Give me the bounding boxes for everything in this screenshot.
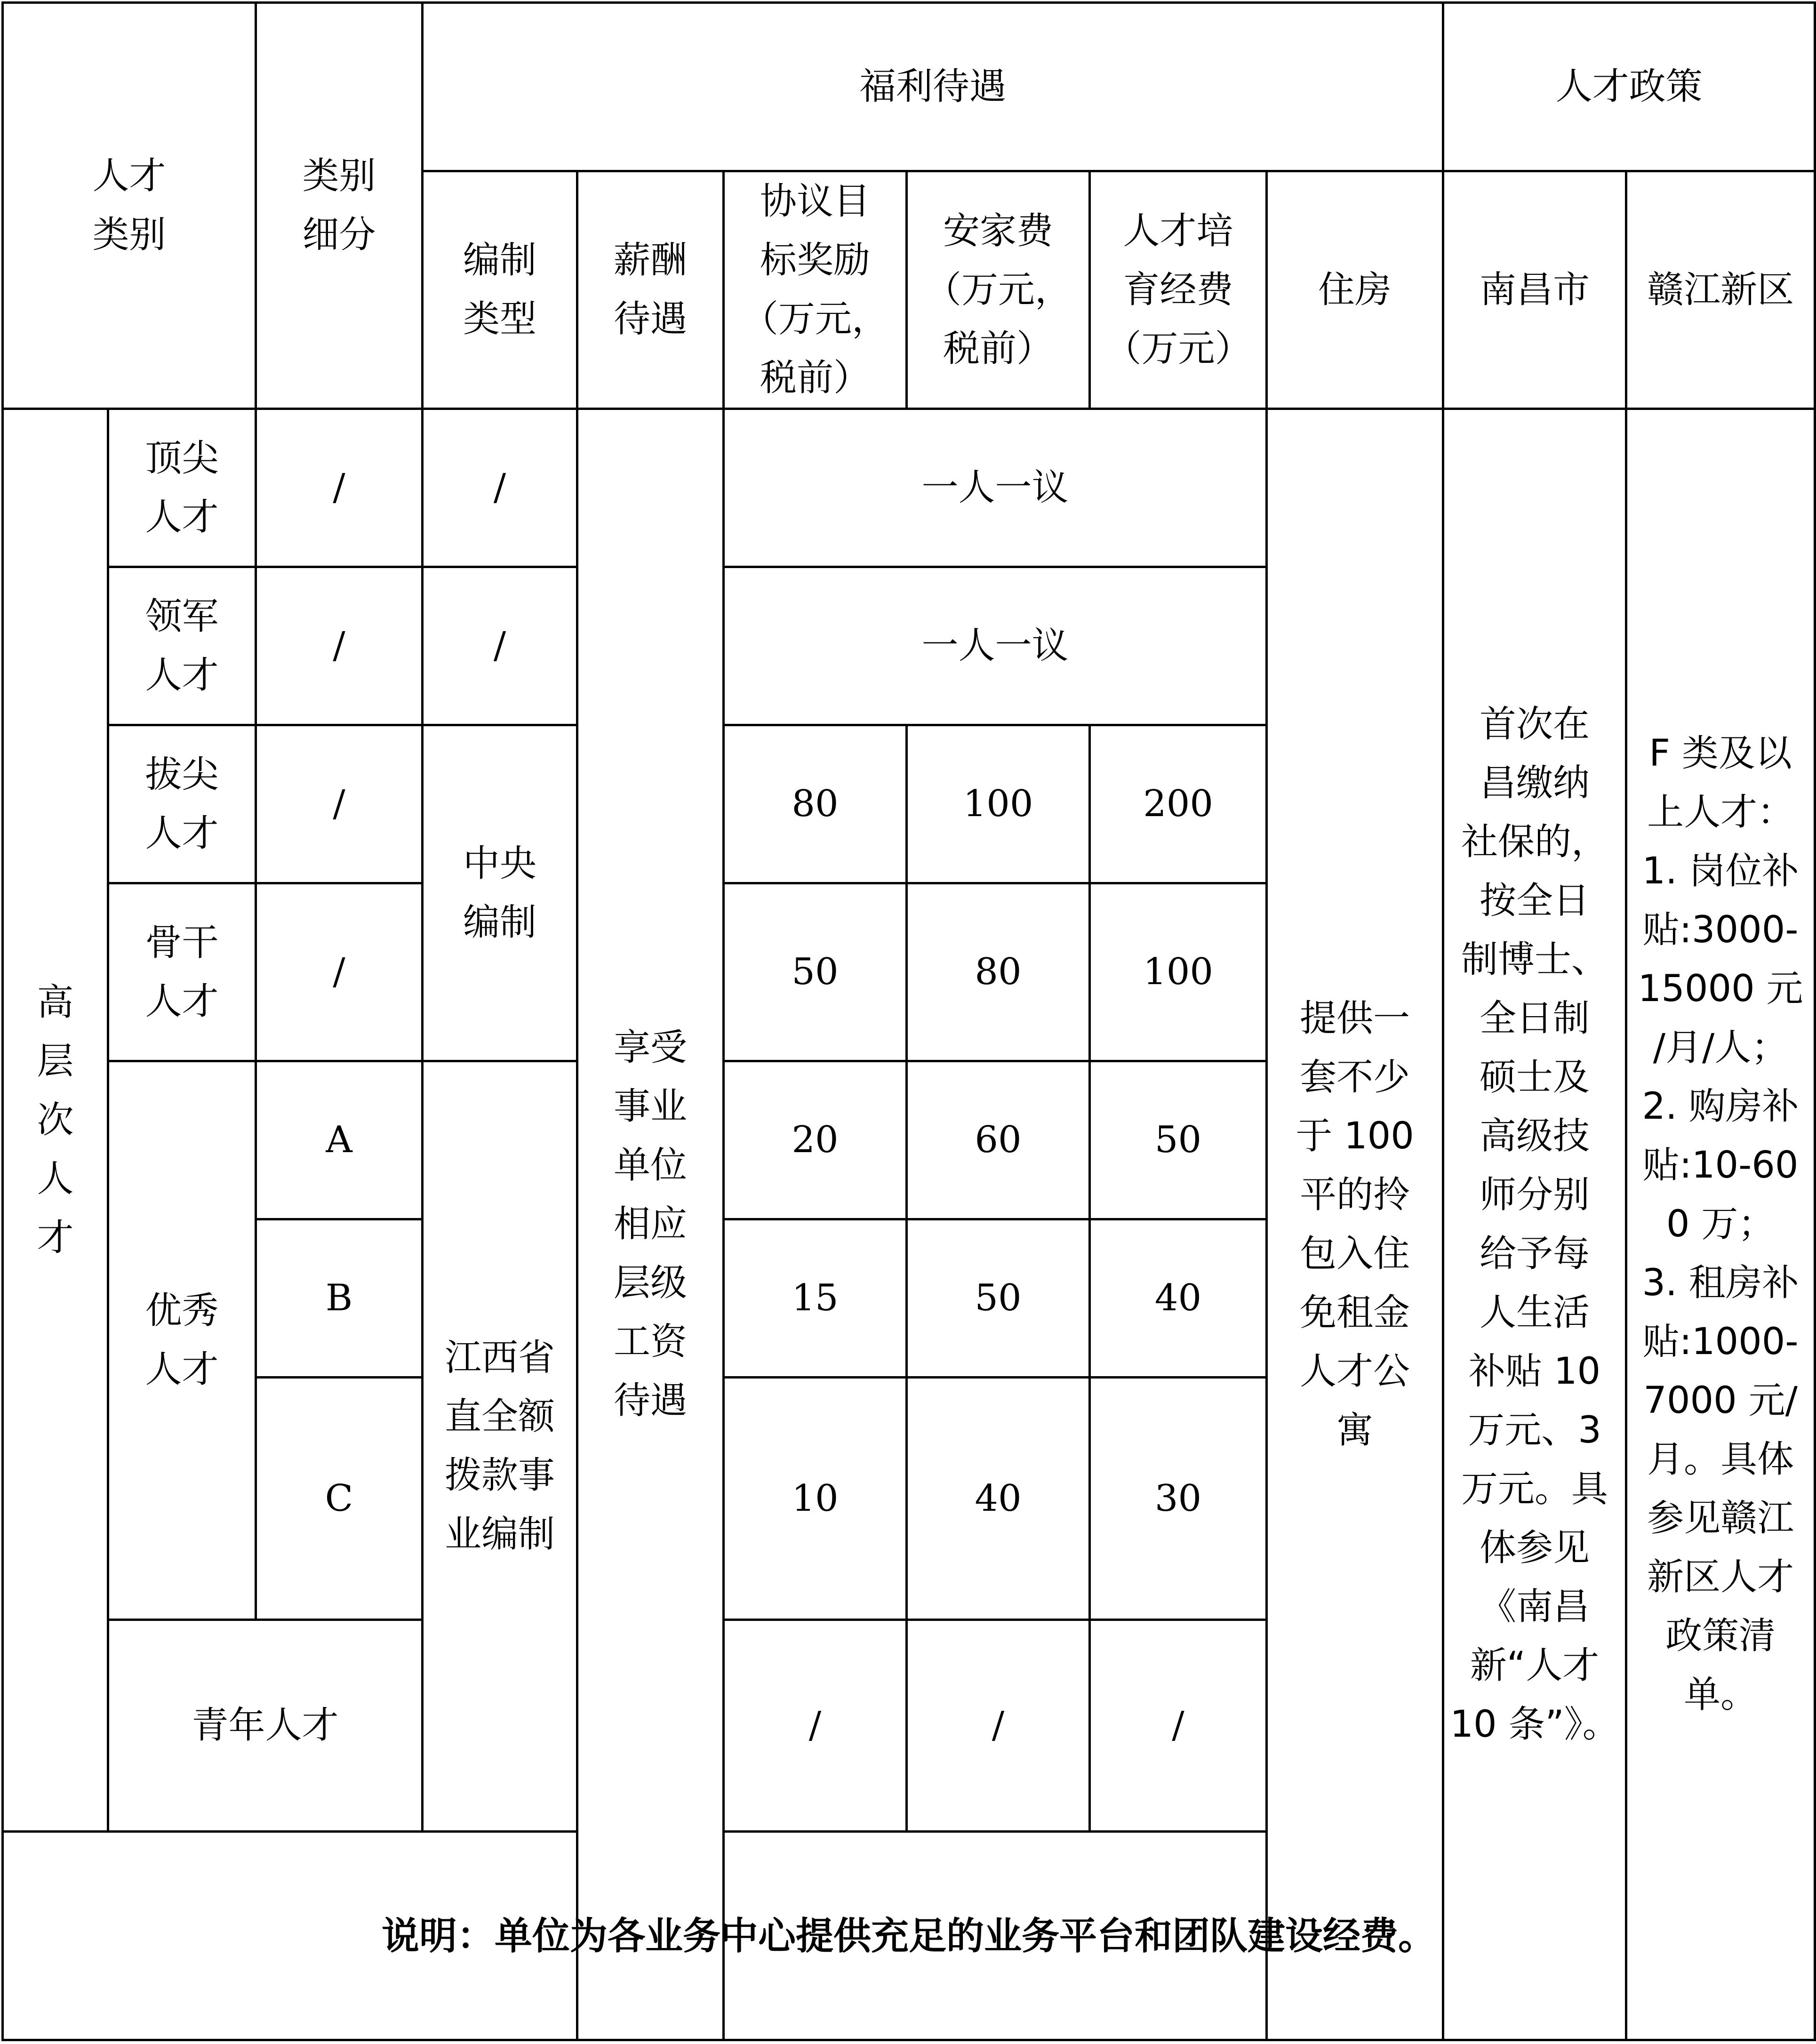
row-backbone-sub: / [256, 883, 423, 1061]
ganjiang-policy-text: F 类及以 上人才： 1. 岗位补 贴:3000- 15000 元 /月/人； 2. 购房补 贴:10-60 0 万； 3. 租房补 贴:1000- 7000 元/ 月。具体 参见赣江 新区人才 政策清 单。 [1626, 409, 1815, 2040]
header-talent-category: 人才 类别 [3, 3, 256, 409]
row-b-train: 40 [1090, 1219, 1267, 1378]
housing-text: 提供一 套不少 于 100 平的拎 包入住 免租金 人才公 寓 [1267, 409, 1443, 2040]
row-b-settle: 50 [907, 1219, 1090, 1378]
staffing-provincial: 江西省 直全额 拨款事 业编制 [423, 1061, 577, 1832]
row-youth-sub: / [724, 1620, 907, 1832]
row-top-merged: 一人一议 [724, 409, 1267, 567]
row-a-reward: 20 [724, 1061, 907, 1219]
header-settlement-fee: 安家费 （万元， 税前） [907, 171, 1090, 409]
row-excellent-talent-name: 优秀 人才 [108, 1061, 256, 1620]
row-leading-sub: / [256, 567, 423, 725]
row-c-reward: 10 [724, 1378, 907, 1620]
row-top-staffing: / [423, 409, 577, 567]
row-leading-talent-name: 领军 人才 [108, 567, 256, 725]
row-b-reward: 15 [724, 1219, 907, 1378]
row-a-sub: A [256, 1061, 423, 1219]
row-backbone-talent-name: 骨干 人才 [108, 883, 256, 1061]
row-youth-reward: / [907, 1620, 1090, 1832]
row-c-train: 30 [1090, 1378, 1267, 1620]
table-note: 说明：单位为各业务中心提供充足的业务平台和团队建设经费。 [3, 1832, 1815, 2040]
row-c-sub: C [256, 1378, 423, 1620]
salary-text: 享受 事业 单位 相应 层级 工资 待遇 [577, 409, 724, 2040]
talent-policy-table [1, 1, 1816, 2041]
group-high-level-talent: 高层次人才 [3, 409, 108, 1832]
row-b-sub: B [256, 1219, 423, 1378]
row-backbone-reward: 50 [724, 883, 907, 1061]
header-sub-category: 类别 细分 [256, 3, 423, 409]
nanchang-policy-text: 首次在 昌缴纳 社保的， 按全日 制博士、 全日制 硕士及 高级技 师分别 给予每 人生活 补贴 10 万元、3 万元。具 体参见 《南昌 新“人才 10 条”》。 [1443, 409, 1626, 2040]
row-a-settle: 60 [907, 1061, 1090, 1219]
row-leading-staffing: / [423, 567, 577, 725]
header-target-reward: 协议目 标奖励 （万元， 税前） [724, 171, 907, 409]
row-outstanding-train: 200 [1090, 725, 1267, 883]
row-top-talent-name: 顶尖 人才 [108, 409, 256, 567]
row-backbone-settle: 80 [907, 883, 1090, 1061]
row-top-sub: / [256, 409, 423, 567]
row-a-train: 50 [1090, 1061, 1267, 1219]
row-outstanding-reward: 80 [724, 725, 907, 883]
row-outstanding-talent-name: 拔尖 人才 [108, 725, 256, 883]
header-nanchang: 南昌市 [1443, 171, 1626, 409]
row-outstanding-settle: 100 [907, 725, 1090, 883]
row-leading-merged: 一人一议 [724, 567, 1267, 725]
staffing-central: 中央 编制 [423, 725, 577, 1061]
row-youth-settle: / [1090, 1620, 1267, 1832]
header-ganjiang: 赣江新区 [1626, 171, 1815, 409]
header-staffing-type: 编制 类型 [423, 171, 577, 409]
group-youth-talent: 青年人才 [108, 1620, 423, 1832]
header-salary: 薪酬 待遇 [577, 171, 724, 409]
row-backbone-train: 100 [1090, 883, 1267, 1061]
row-outstanding-sub: / [256, 725, 423, 883]
header-training-fund: 人才培 育经费 （万元） [1090, 171, 1267, 409]
header-welfare: 福利待遇 [423, 3, 1443, 171]
header-policy: 人才政策 [1443, 3, 1815, 171]
header-housing: 住房 [1267, 171, 1443, 409]
row-c-settle: 40 [907, 1378, 1090, 1620]
